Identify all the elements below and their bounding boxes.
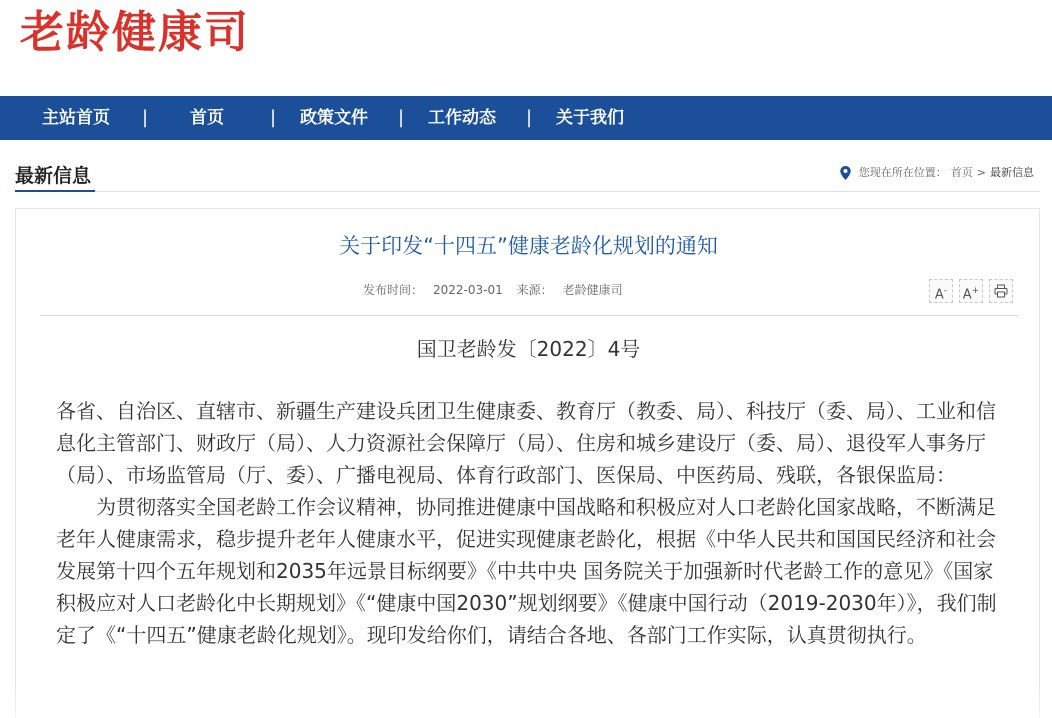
- nav-separator: |: [142, 107, 149, 128]
- publish-label: 发布时间：: [363, 283, 424, 297]
- main-nav: [0, 96, 1052, 140]
- source-value: 老龄健康司: [562, 283, 623, 297]
- document-number: 国卫老龄发〔2022〕4号: [416, 337, 641, 361]
- plus-glyph: +: [971, 286, 980, 296]
- breadcrumb: [840, 164, 1038, 182]
- section-divider: [95, 191, 1040, 192]
- nav-separator: |: [398, 107, 405, 128]
- nav-separator: |: [526, 107, 533, 128]
- section-title: 最新信息: [15, 165, 92, 187]
- font-increase-button[interactable]: [959, 279, 983, 303]
- print-icon: [994, 284, 1008, 298]
- source-label: 来源：: [516, 283, 553, 297]
- article-title: 关于印发“十四五”健康老龄化规划的通知: [339, 234, 718, 258]
- breadcrumb-current[interactable]: 最新信息: [990, 166, 1034, 179]
- nav-item-home[interactable]: 首页: [190, 108, 224, 128]
- print-button[interactable]: [989, 279, 1013, 303]
- site-logo[interactable]: 老龄健康司: [20, 7, 250, 58]
- breadcrumb-prefix: 您现在所在位置：: [858, 166, 947, 179]
- nav-separator: |: [270, 107, 277, 128]
- article-meta: [363, 281, 633, 299]
- minus-glyph: -: [943, 286, 948, 296]
- recipients-paragraph: 各省、自治区、直辖市、新疆生产建设兵团卫生健康委、教育厅（教委、局）、科技厅（委、局）、工业和信息化主管部门、财政厅（局）、人力资源社会保障厅（局）、住房和城乡建设厅（委、局）、退役军人事务厅（局）、市场监管局（厅、委）、广播电视局、体育行政部门、医保局、中医药局、残联，各银保监局：: [56, 399, 996, 487]
- font-large-glyph: A: [962, 287, 972, 303]
- breadcrumb-arrow: >: [976, 166, 986, 179]
- breadcrumb-home[interactable]: 首页: [950, 166, 973, 179]
- body-paragraph: 为贯彻落实全国老龄工作会议精神，协同推进健康中国战略和积极应对人口老龄化国家战略，不断满足老年人健康需求，稳步提升老年人健康水平，促进实现健康老龄化，根据《中华人民共和国国民经济和社会发展第十四个五年规划和2035年远景目标纲要》《中共中央 国务院关于加强新时代老龄工作的意见》《国家积极应对人口老龄化中长期规划》《“健康中国2030”规划纲要》《健康中国行动（2019-2030年）》，我们制定了《“十四五”健康老龄化规划》。现印发给你们，请结合各地、各部门工作实际，认真贯彻执行。: [56, 495, 997, 647]
- nav-item-news[interactable]: 工作动态: [428, 108, 496, 128]
- site-header: [0, 0, 1052, 96]
- article-body: [56, 395, 1004, 651]
- article-panel: [15, 208, 1040, 718]
- meta-divider: [40, 315, 1018, 316]
- publish-date: 2022-03-01: [433, 283, 503, 297]
- section-title-underline: [15, 190, 95, 192]
- nav-item-policy[interactable]: 政策文件: [300, 108, 368, 128]
- font-small-glyph: A: [934, 287, 944, 303]
- location-pin-icon: [840, 166, 851, 180]
- nav-item-main-home[interactable]: 主站首页: [42, 108, 110, 128]
- font-decrease-button[interactable]: [929, 279, 953, 303]
- nav-item-about[interactable]: 关于我们: [556, 108, 624, 128]
